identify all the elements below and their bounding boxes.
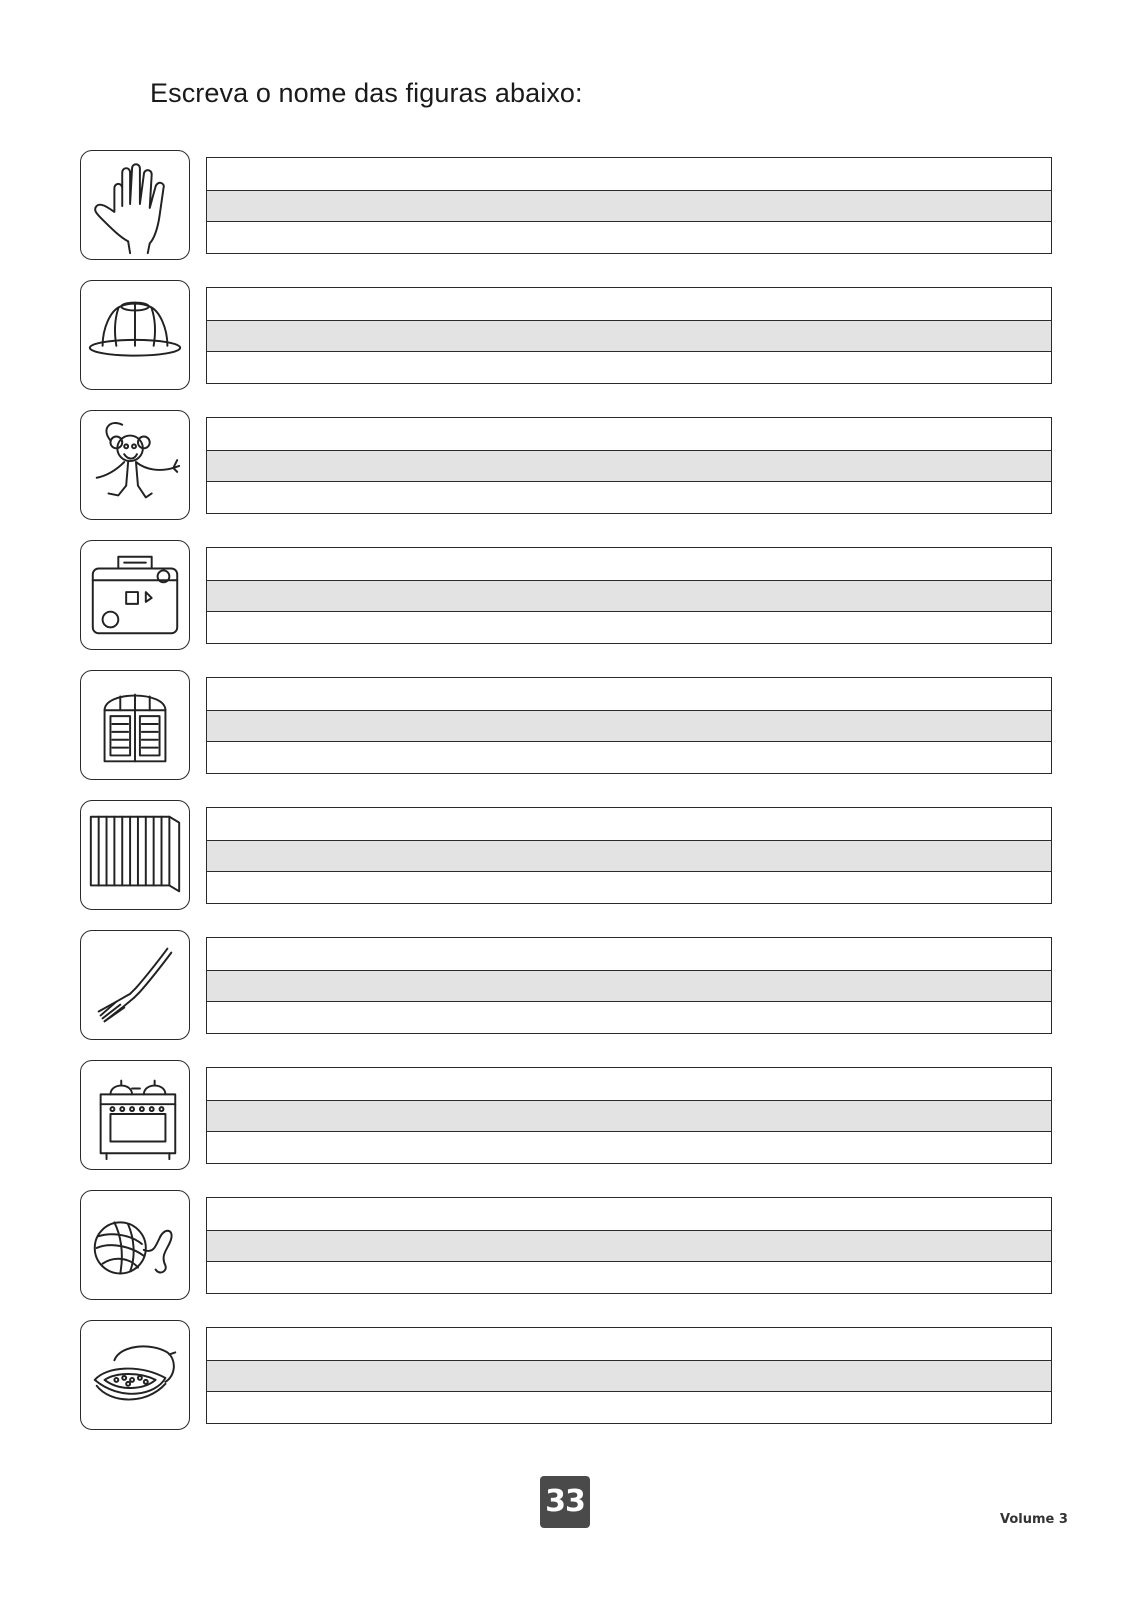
page-title: Escreva o nome das figuras abaixo: <box>150 78 583 108</box>
writing-lines[interactable] <box>206 157 1052 254</box>
cage-icon <box>80 800 190 910</box>
exercise-row <box>0 280 1131 392</box>
exercise-row <box>0 800 1131 912</box>
writing-lines[interactable] <box>206 677 1052 774</box>
monkey-icon <box>80 410 190 520</box>
pudding-icon <box>80 280 190 390</box>
exercise-row <box>0 930 1131 1042</box>
writing-lines[interactable] <box>206 1067 1052 1164</box>
writing-lines[interactable] <box>206 937 1052 1034</box>
exercise-row <box>0 540 1131 652</box>
suitcase-icon <box>80 540 190 650</box>
hand-icon <box>80 150 190 260</box>
exercise-row <box>0 410 1131 522</box>
window-icon <box>80 670 190 780</box>
writing-lines[interactable] <box>206 1327 1052 1424</box>
writing-lines[interactable] <box>206 547 1052 644</box>
volume-label: Volume 3 <box>1000 1512 1068 1527</box>
writing-lines[interactable] <box>206 1197 1052 1294</box>
writing-lines[interactable] <box>206 417 1052 514</box>
stove-icon <box>80 1060 190 1170</box>
exercise-row <box>0 670 1131 782</box>
page-number-badge: 33 <box>540 1476 590 1528</box>
writing-lines[interactable] <box>206 807 1052 904</box>
exercise-row <box>0 1190 1131 1302</box>
exercise-row <box>0 150 1131 262</box>
writing-lines[interactable] <box>206 287 1052 384</box>
exercise-row <box>0 1060 1131 1172</box>
fork-icon <box>80 930 190 1040</box>
exercise-row <box>0 1320 1131 1432</box>
papaya-icon <box>80 1320 190 1430</box>
yarn-ball-icon <box>80 1190 190 1300</box>
